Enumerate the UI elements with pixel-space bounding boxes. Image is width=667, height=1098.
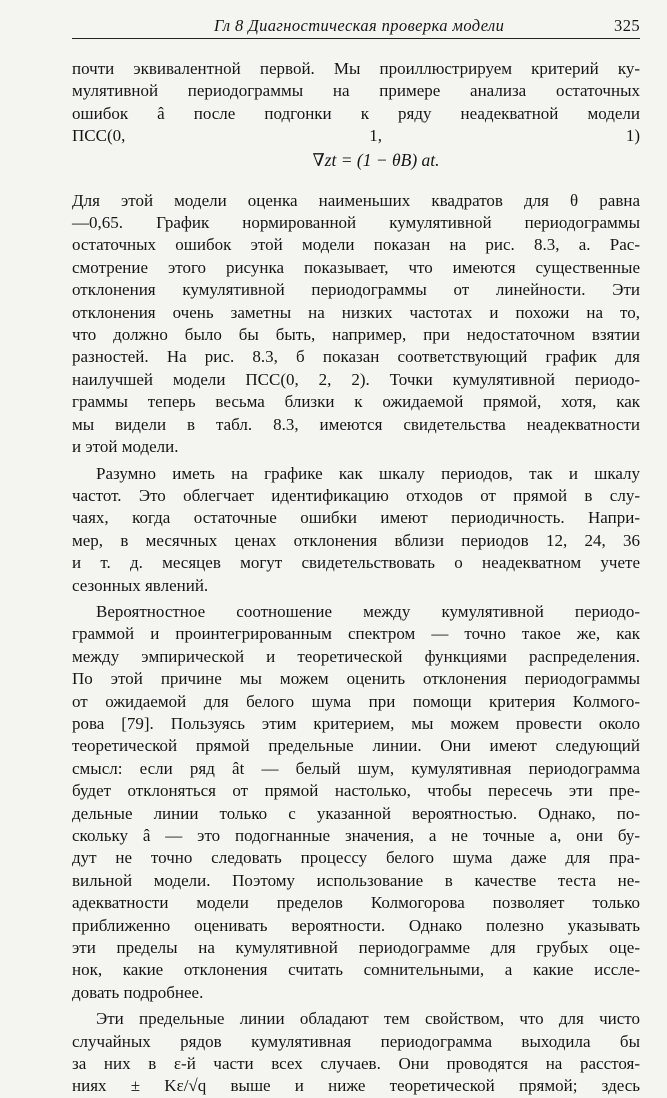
- text-line: ниях ± Kε/√q выше и ниже теоретической прямой; здесь: [72, 1076, 640, 1096]
- text-line: адекватности модели пределов Колмогорова позволяет только: [72, 893, 640, 913]
- text-line: смотрение этого рисунка показывает, что имеются существенные: [72, 257, 640, 277]
- text-line: сезонных явлений.: [72, 575, 209, 595]
- text-line: разностей. На рис. 8.3, б показан соответствующий график для: [72, 347, 640, 367]
- text-line: приближенно оценивать вероятности. Однако полезно указывать: [72, 915, 640, 935]
- text-line: и т. д. месяцев могут свидетельствовать о неадекватном учете: [72, 553, 640, 573]
- text-line: вильной модели. Поэтому использование в качестве теста не-: [72, 870, 640, 890]
- text-line: —0,65. График нормированной кумулятивной периодограммы: [72, 213, 640, 233]
- text-line: эти пределы на кумулятивной периодограмме для грубых оце-: [72, 938, 640, 958]
- text-line: мулятивной периодограммы на примере анализа остаточных: [72, 81, 640, 101]
- text-line: теоретической прямой предельные линии. Они имеют следующий: [72, 736, 640, 756]
- formula: ∇zt = (1 − θB) at.: [312, 149, 440, 170]
- text-line: смысл: если ряд ât — белый шум, кумулятивная периодограмма: [72, 758, 640, 778]
- page-number: 325: [614, 16, 640, 35]
- running-head: [72, 14, 640, 39]
- text-line: почти эквивалентной первой. Мы проиллюстрируем критерий ку-: [72, 59, 640, 78]
- text-line: скольку â — это подогнанные значения, а не точные a, они бу-: [72, 826, 640, 845]
- text-line: дут не точно следовать процессу белого шума даже для пра-: [72, 848, 640, 868]
- text-line: за них в ε-й части всех случаев. Они проводятся на расстоя-: [72, 1054, 640, 1074]
- text-line: Вероятностное соотношение между кумулятивной периодо-: [96, 601, 640, 621]
- text-line: от ожидаемой для белого шума при помощи критерия Колмого-: [72, 691, 640, 711]
- text-line: Разумно иметь на графике как шкалу периодов, так и шкалу: [96, 463, 640, 483]
- text-line: будет отклоняться от прямой настолько, чтобы пересечь эти пре-: [72, 781, 640, 801]
- text-line: между эмпирической и теоретической функциями распределения.: [72, 646, 640, 666]
- text-line: чаях, когда остаточные ошибки имеют периодичность. Напри-: [72, 508, 640, 528]
- text-line: отклонения кумулятивной периодограммы от линейности. Эти: [72, 280, 640, 300]
- text-line: мы видели в табл. 8.3, имеются свидетельства неадекватности: [72, 414, 640, 434]
- text-line: нок, какие отклонения считать сомнительными, а какие иссле-: [72, 960, 640, 980]
- text-line: дельные линии только с указанной вероятностью. Однако, по-: [72, 803, 640, 823]
- text-line: довать подробнее.: [72, 982, 204, 1002]
- text-line: Для этой модели оценка наименьших квадратов для θ равна: [72, 190, 640, 210]
- text-line: остаточных ошибок этой модели показан на рис. 8.3, a. Рас-: [72, 235, 640, 255]
- text-line: рова [79]. Пользуясь этим критерием, мы можем провести около: [72, 713, 640, 733]
- text-line: ПСС(0, 1, 1): [72, 126, 640, 146]
- text-line: ошибок â после подгонки к ряду неадекватной модели: [72, 103, 640, 123]
- text-line: наилучшей модели ПСС(0, 2, 2). Точки кумулятивной периодо-: [72, 369, 640, 389]
- text-line: мер, в месячных ценах отклонения вблизи периодов 12, 24, 36: [72, 530, 640, 550]
- text-line: По этой причине мы можем оценить отклонения периодограммы: [72, 669, 640, 689]
- text-line: частот. Это облегчает идентификацию отходов от прямой в слу-: [72, 485, 640, 505]
- text-line: что должно было бы быть, например, при недостаточном взятии: [72, 325, 640, 345]
- text-line: граммы теперь весьма близки к ожидаемой прямой, хотя, как: [72, 392, 640, 412]
- text-line: и этой модели.: [72, 437, 179, 457]
- chapter-title: Гл 8 Диагностическая проверка модели: [214, 16, 505, 35]
- text-line: Эти предельные линии обладают тем свойством, что для чисто: [96, 1009, 640, 1029]
- text-line: отклонения очень заметны на низких частотах и похожи на то,: [72, 302, 640, 322]
- page-body: [72, 58, 640, 1098]
- text-line: граммой и проинтегрированным спектром — точно такое же, как: [72, 624, 640, 644]
- text-line: случайных рядов кумулятивная периодограмма выходила бы: [72, 1031, 640, 1051]
